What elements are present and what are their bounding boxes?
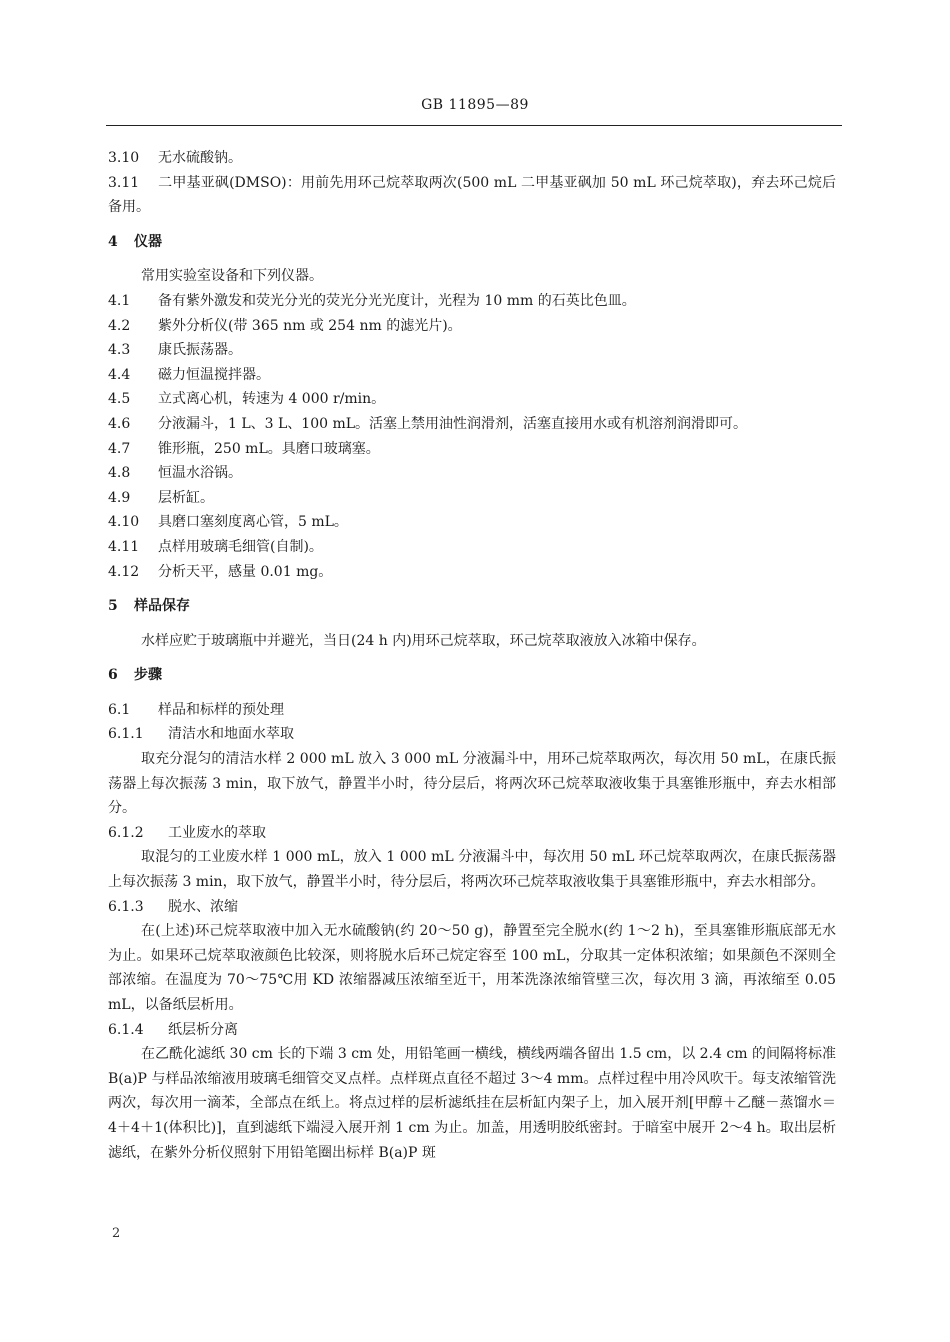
clause-4-8: 4.8 恒温水浴锅。	[108, 465, 242, 482]
section-5-text: 水样应贮于玻璃瓶中并避光，当日(24 h 内)用环己烷萃取，环己烷萃取液放入冰箱中保存。	[141, 632, 706, 649]
clause-6-1-1-heading: 6.1.1 清洁水和地面水萃取	[108, 726, 294, 743]
clause-4-4: 4.4 磁力恒温搅拌器。	[108, 366, 270, 383]
clause-6-1-heading: 6.1 样品和标样的预处理	[108, 701, 284, 718]
standard-code: GB 11895—89	[421, 97, 529, 113]
section-6-heading: 6 步骤	[108, 667, 162, 684]
clause-4-12: 4.12 分析天平，感量 0.01 mg。	[108, 563, 333, 580]
clause-4-7: 4.7 锥形瓶，250 mL。具磨口玻璃塞。	[108, 440, 380, 457]
section-4-intro: 常用实验室设备和下列仪器。	[141, 268, 323, 285]
clause-6-1-1-text: 取充分混匀的清洁水样 2 000 mL 放入 3 000 mL 分液漏斗中，用环己烷萃取两次，每次用 50 mL，在康氏振荡器上每次振荡 3 min，取下放气，静置半小时，待分层后，将两次环己烷萃取液收集于具塞锥形瓶中，弃去水相部分。	[108, 751, 836, 817]
page-number: 2	[112, 1226, 121, 1241]
clause-3-11: 3.11 二甲基亚砜(DMSO)：用前先用环己烷萃取两次(500 mL 二甲基亚砜加 50 mL 环己烷萃取)，弃去环己烷后备用。	[108, 174, 836, 216]
clause-4-5: 4.5 立式离心机，转速为 4 000 r/min。	[108, 391, 386, 408]
document-body	[108, 146, 836, 1165]
clause-4-1: 4.1 备有紫外激发和荧光分光的荧光分光光度计，光程为 10 mm 的石英比色皿。	[108, 292, 636, 309]
clause-4-2: 4.2 紫外分析仪(带 365 nm 或 254 nm 的滤光片)。	[108, 317, 462, 334]
clause-3-10: 3.10 无水硫酸钠。	[108, 150, 242, 166]
clause-4-10: 4.10 具磨口塞刻度离心管，5 mL。	[108, 514, 348, 531]
clause-6-1-3-heading: 6.1.3 脱水、浓缩	[108, 898, 238, 915]
clause-4-6: 4.6 分液漏斗，1 L、3 L、100 mL。活塞上禁用油性润滑剂，活塞直接用水或有机溶剂润滑即可。	[108, 415, 748, 432]
clause-6-1-4-heading: 6.1.4 纸层析分离	[108, 1021, 238, 1038]
header-divider	[106, 125, 842, 126]
clause-6-1-2-heading: 6.1.2 工业废水的萃取	[108, 824, 266, 841]
clause-6-1-2-text: 取混匀的工业废水样 1 000 mL，放入 1 000 mL 分液漏斗中，每次用 50 mL 环己烷萃取两次，在康氏振荡器上每次振荡 3 min，取下放气，静置半小时，待分层后，将两次环己烷萃取液收集于具塞锥形瓶中，弃去水相部分。	[108, 849, 836, 891]
clause-4-3: 4.3 康氏振荡器。	[108, 342, 242, 359]
page-header	[0, 97, 950, 113]
clause-6-1-4-text: 在乙酰化滤纸 30 cm 长的下端 3 cm 处，用铅笔画一横线，横线两端各留出 1.5 cm，以 2.4 cm 的间隔将标准 B(a)P 与样品浓缩液用玻璃毛细管交叉点样。点样斑点直径不超过 3～4 mm。点样过程中用冷风吹干。每支浓缩管洗两次，每次用一滴苯，全部点在纸上。将点过样的层析滤纸挂在层析缸内架子上，加入展开剂[甲醇＋乙醚－蒸馏水＝4＋4＋1(体积比)]，直到滤纸下端浸入展开剂 1 cm 为止。加盖，用透明胶纸密封。于暗室中展开 2～4 h。取出层析滤纸，在紫外分析仪照射下用铅笔圈出标样 B(a)P 斑	[108, 1046, 836, 1161]
section-4-heading: 4 仪器	[108, 233, 162, 250]
section-5-heading: 5 样品保存	[108, 598, 190, 615]
clause-4-9: 4.9 层析缸。	[108, 489, 214, 506]
clause-4-11: 4.11 点样用玻璃毛细管(自制)。	[108, 538, 323, 555]
clause-6-1-3-text: 在(上述)环己烷萃取液中加入无水硫酸钠(约 20～50 g)，静置至完全脱水(约 1～2 h)，至具塞锥形瓶底部无水为止。如果环己烷萃取液颜色比较深，则将脱水后环己烷定容至 100 mL，分取其一定体积浓缩；如果颜色不深则全部浓缩。在温度为 70～75℃用 KD 浓缩器减压浓缩至近干，用苯洗涤浓缩管壁三次，每次用 3 滴，再浓缩至 0.05 mL，以备纸层析用。	[108, 923, 836, 1013]
